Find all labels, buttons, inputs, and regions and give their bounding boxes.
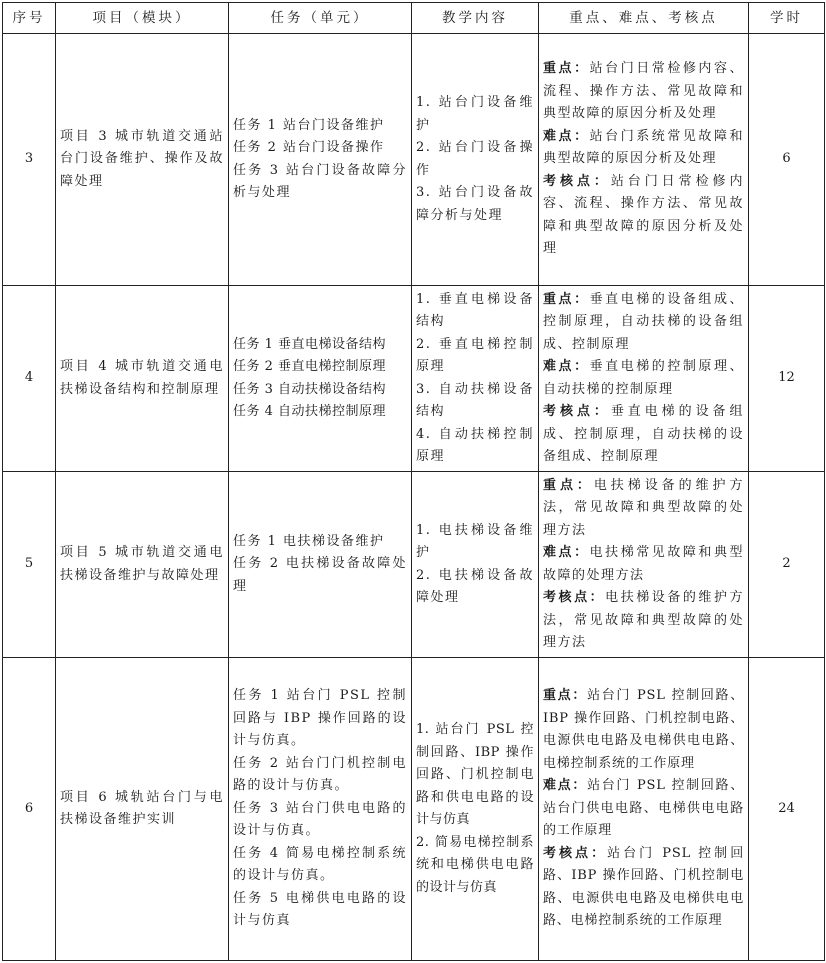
content-item: 2. 站台门设备操作 [416,140,534,178]
content-item: 3. 自动扶梯设备结构 [416,381,534,419]
difficulty-text: 电扶梯常见故障和典型故障的处理方法 [543,545,744,583]
row-keypoints [539,472,749,658]
row-project: 项目 6 城轨站台门与电扶梯设备维护实训 [56,658,229,961]
row-tasks [229,286,412,472]
content-item: 1. 垂直电梯设备结构 [416,291,534,329]
table-row [3,34,825,286]
task-item: 任务 2 电扶梯设备故障处理 [233,556,407,594]
task-item: 任务 2 站台门设备操作 [233,140,385,155]
row-tasks [229,658,412,961]
row-keypoints [539,34,749,286]
task-item: 任务 3 自动扶梯设备结构 [233,381,387,397]
key-label: 重点： [543,61,590,77]
exam-label: 考核点： [543,173,611,189]
difficulty-label: 难点： [543,778,588,794]
content-item: 1. 电扶梯设备维护 [416,522,534,560]
content-item: 2. 垂直电梯控制原理 [416,336,534,374]
task-item: 任务 3 站台门供电电路的设计与仿真。 [233,800,407,839]
content-item: 3. 站台门设备故障分析与处理 [416,185,534,223]
key-text: 电扶梯设备的维护方法，常见故障和典型故障的处理方法 [543,477,744,538]
row-seq: 5 [3,472,56,658]
row-seq: 4 [3,286,56,472]
key-label: 重点： [543,688,588,704]
table-row [3,286,825,472]
row-hours: 12 [749,286,825,472]
row-hours: 6 [749,34,825,286]
exam-text: 站台门 PSL 控制回路、IBP 操作回路、门机控制电路、电源供电电路及电梯供电电路、电梯控制系统的工作原理 [543,845,744,929]
task-item: 任务 5 电梯供电电路的设计与仿真 [233,890,407,929]
row-keypoints [539,658,749,961]
table-row [3,658,825,961]
header-project: 项目（模块） [56,3,229,34]
difficulty-text: 站台门 PSL 控制回路、站台门供电电路、电梯供电电路的工作原理 [543,778,744,839]
table-row [3,472,825,658]
task-item: 任务 1 垂直电梯设备结构 [233,336,387,352]
task-item: 任务 2 站台门门机控制电路的设计与仿真。 [233,755,407,794]
difficulty-text: 站台门系统常见故障和典型故障的原因分析及处理 [543,128,744,167]
row-contents [412,658,539,961]
key-text: 垂直电梯的设备组成、控制原理，自动扶梯的设备组成、控制原理 [543,291,744,352]
task-item: 任务 4 简易电梯控制系统的设计与仿真。 [233,845,407,884]
content-item: 1. 站台门 PSL 控制回路、IBP 操作回路、门机控制电路和供电电路的设计与仿真 [416,722,534,827]
row-project: 项目 5 城市轨道交通电扶梯设备维护与故障处理 [56,472,229,658]
key-label: 重点： [543,477,594,493]
difficulty-label: 难点： [543,545,590,560]
row-hours: 2 [749,472,825,658]
content-item: 4. 自动扶梯控制原理 [416,426,534,464]
task-item: 任务 4 自动扶梯控制原理 [233,404,387,419]
header-hours: 学时 [749,3,825,34]
row-contents [412,286,539,472]
exam-label: 考核点： [543,845,608,861]
difficulty-label: 难点： [543,128,590,144]
header-keypoints: 重点、难点、考核点 [539,3,749,34]
row-project: 项目 3 城市轨道交通站台门设备维护、操作及故障处理 [56,34,229,286]
row-keypoints [539,286,749,472]
task-item: 任务 1 站台门设备维护 [233,117,385,133]
row-hours: 24 [749,658,825,961]
exam-label: 考核点： [543,590,606,605]
row-seq: 3 [3,34,56,286]
content-item: 1. 站台门设备维护 [416,95,534,133]
difficulty-text: 垂直电梯的控制原理、自动扶梯的控制原理 [543,359,744,397]
key-label: 重点： [543,291,590,307]
row-seq: 6 [3,658,56,961]
key-text: 站台门 PSL 控制回路、IBP 操作回路、门机控制电路、电源供电电路及电梯供电电路、电梯控制系统的工作原理 [543,688,744,771]
row-project: 项目 4 城市轨道交通电扶梯设备结构和控制原理 [56,286,229,472]
exam-text: 电扶梯设备的维护方法，常见故障和典型故障的处理方法 [543,590,744,650]
difficulty-label: 难点： [543,359,590,374]
row-tasks [229,34,412,286]
key-text: 站台门日常检修内容、流程、操作方法、常见故障和典型故障的原因分析及处理 [543,61,744,122]
header-seq: 序号 [3,3,56,34]
content-item: 2. 电扶梯设备故障处理 [416,567,534,605]
task-item: 任务 1 电扶梯设备维护 [233,533,385,549]
content-item: 2. 简易电梯控制系统和电梯供电电路的设计与仿真 [416,834,534,895]
exam-label: 考核点： [543,404,611,419]
header-content: 教学内容 [412,3,539,34]
row-contents [412,472,539,658]
course-table [2,2,825,961]
header-task: 任务（单元） [229,3,412,34]
exam-text: 站台门日常检修内容、流程、操作方法、常见故障和典型故障的原因分析及处理 [543,173,744,257]
task-item: 任务 1 站台门 PSL 控制回路与 IBP 操作回路的设计与仿真。 [233,688,407,749]
task-item: 任务 2 垂直电梯控制原理 [233,359,387,374]
exam-text: 垂直电梯的设备组成、控制原理，自动扶梯的设备组成、控制原理 [543,404,744,464]
row-tasks [229,472,412,658]
row-contents [412,34,539,286]
header-row [3,3,825,34]
task-item: 任务 3 站台门设备故障分析与处理 [233,162,407,200]
